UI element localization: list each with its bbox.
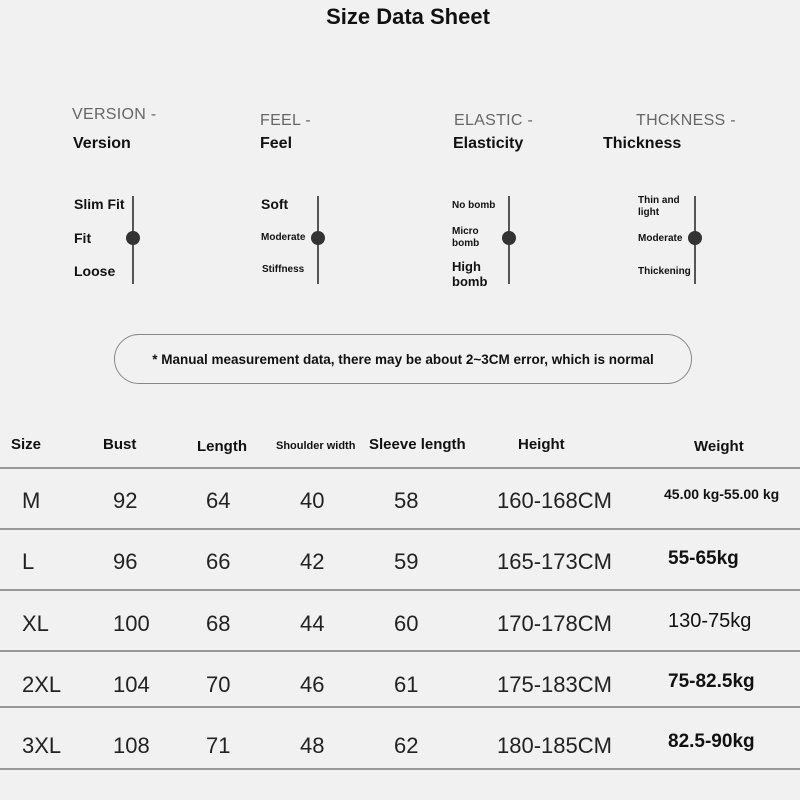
cell-bust: 92	[113, 488, 138, 513]
attribute-thickness-name: Thickness	[603, 135, 682, 152]
version-option-slim-fit: Slim Fit	[74, 196, 125, 212]
cell-sleeve-length: 59	[394, 549, 419, 574]
cell-shoulder-width: 44	[300, 611, 325, 636]
cell-size: M	[22, 488, 41, 513]
header-size: Size	[11, 436, 42, 453]
cell-size: XL	[22, 611, 49, 636]
attribute-thickness-en: THCKNESS -	[636, 112, 736, 129]
elasticity-scale-marker	[502, 231, 516, 245]
table-divider	[0, 650, 800, 652]
version-scale-marker	[126, 231, 140, 245]
cell-shoulder-width: 40	[300, 488, 325, 513]
cell-shoulder-width: 46	[300, 672, 325, 697]
cell-height: 170-178CM	[497, 611, 612, 636]
cell-weight: 82.5-90kg	[668, 731, 755, 752]
attribute-feel-name: Feel	[260, 135, 293, 152]
cell-size: 2XL	[22, 672, 62, 697]
header-height: Height	[518, 436, 565, 453]
cell-bust: 96	[113, 549, 138, 574]
cell-bust: 108	[113, 733, 150, 758]
cell-sleeve-length: 60	[394, 611, 419, 636]
cell-weight: 55-65kg	[668, 548, 739, 569]
cell-height: 160-168CM	[497, 488, 612, 513]
version-option-loose: Loose	[74, 263, 116, 279]
cell-length: 70	[206, 672, 231, 697]
cell-length: 71	[206, 733, 231, 758]
header-weight: Weight	[694, 438, 744, 455]
cell-length: 66	[206, 549, 231, 574]
table-divider	[0, 768, 800, 770]
table-divider	[0, 528, 800, 530]
cell-height: 165-173CM	[497, 549, 612, 574]
cell-length: 64	[206, 488, 231, 513]
cell-size: L	[22, 549, 35, 574]
thickness-option-thin-and-light: Thin and light	[638, 195, 680, 218]
cell-length: 68	[206, 611, 231, 636]
header-bust: Bust	[103, 436, 137, 453]
cell-sleeve-length: 58	[394, 488, 419, 513]
cell-size: 3XL	[22, 733, 62, 758]
table-divider	[0, 706, 800, 708]
cell-height: 175-183CM	[497, 672, 612, 697]
thickness-scale-marker	[688, 231, 702, 245]
header-length: Length	[197, 438, 247, 455]
attribute-elasticity-en: ELASTIC -	[454, 112, 534, 129]
elasticity-option-no-bomb: No bomb	[452, 200, 496, 211]
cell-shoulder-width: 48	[300, 733, 325, 758]
table-divider	[0, 589, 800, 591]
header-sleeve-length: Sleeve length	[369, 436, 466, 453]
measurement-note: * Manual measurement data, there may be about 2~3CM error, which is normal	[114, 334, 692, 384]
attribute-version-en: VERSION -	[72, 106, 157, 123]
elasticity-option-high-bomb: High bomb	[452, 259, 488, 289]
cell-sleeve-length: 62	[394, 733, 419, 758]
thickness-option-moderate: Moderate	[638, 233, 683, 244]
attribute-version-name: Version	[73, 135, 131, 152]
thickness-option-thickening: Thickening	[638, 266, 691, 277]
feel-option-soft: Soft	[261, 196, 289, 212]
cell-sleeve-length: 61	[394, 672, 419, 697]
feel-option-moderate: Moderate	[261, 232, 306, 243]
cell-shoulder-width: 42	[300, 549, 325, 574]
cell-weight: 75-82.5kg	[668, 671, 755, 692]
elasticity-option-micro-bomb: Micro bomb	[452, 226, 480, 249]
version-option-fit: Fit	[74, 230, 92, 246]
cell-bust: 104	[113, 672, 150, 697]
feel-option-stiffness: Stiffness	[262, 264, 305, 275]
feel-scale-marker	[311, 231, 325, 245]
attribute-elasticity-name: Elasticity	[453, 135, 524, 152]
header-shoulder-width: Shoulder width	[276, 440, 356, 452]
cell-weight: 130-75kg	[668, 610, 752, 632]
cell-bust: 100	[113, 611, 150, 636]
cell-height: 180-185CM	[497, 733, 612, 758]
attribute-feel-en: FEEL -	[260, 112, 311, 129]
page-title: Size Data Sheet	[326, 4, 490, 29]
cell-weight: 45.00 kg-55.00 kg	[664, 486, 780, 502]
table-divider	[0, 467, 800, 469]
